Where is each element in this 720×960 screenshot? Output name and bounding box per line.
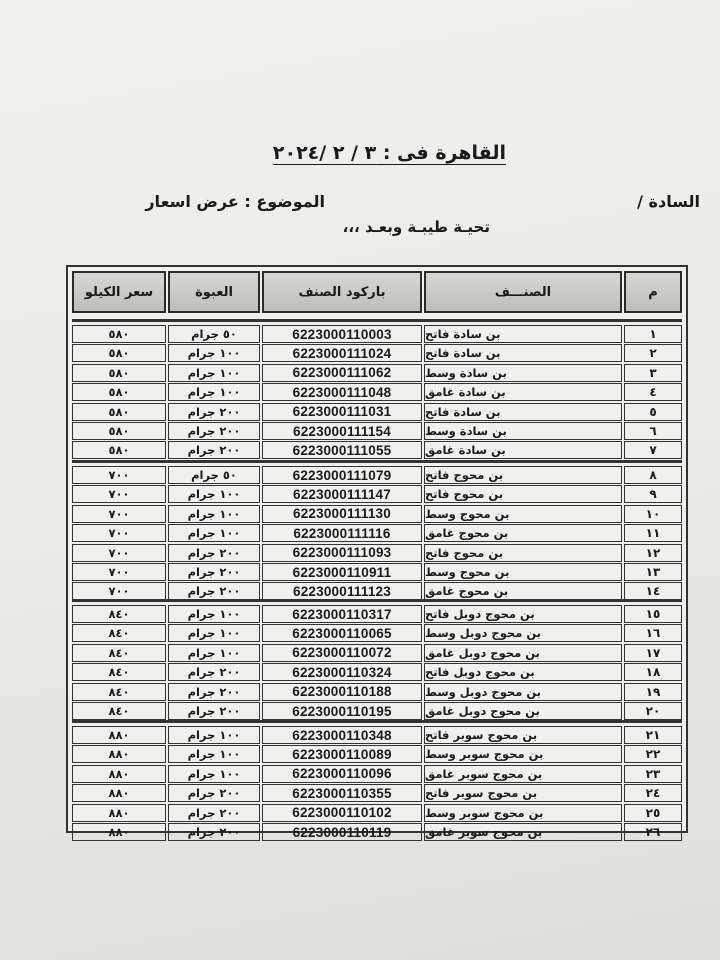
row-number-cell: ٣	[624, 364, 682, 382]
package-size-cell: ١٠٠ جرام	[168, 745, 260, 763]
package-size-cell: ٢٠٠ جرام	[168, 403, 260, 421]
price-per-kilo-cell: ٧٠٠	[72, 582, 166, 600]
package-size-cell: ١٠٠ جرام	[168, 624, 260, 642]
table-row	[72, 581, 682, 600]
price-per-kilo-cell: ٥٨٠	[72, 344, 166, 362]
table-row	[72, 421, 682, 440]
product-name-cell: بن محوج دوبل فاتح	[424, 605, 622, 623]
price-per-kilo-cell: ٨٨٠	[72, 784, 166, 802]
product-name-cell: بن محوج سوبر غامق	[424, 823, 622, 841]
product-barcode-cell: 6223000110119	[262, 823, 422, 841]
table-row	[72, 562, 682, 581]
row-number-cell: ٢١	[624, 726, 682, 744]
row-number-cell: ٦	[624, 422, 682, 440]
product-barcode-cell: 6223000111031	[262, 403, 422, 421]
product-barcode-cell: 6223000111024	[262, 344, 422, 362]
table-row	[72, 363, 682, 382]
product-barcode-cell: 6223000110317	[262, 605, 422, 623]
row-number-cell: ٢٦	[624, 823, 682, 841]
package-size-cell: ١٠٠ جرام	[168, 344, 260, 362]
row-number-cell: ١	[624, 325, 682, 343]
product-barcode-cell: 6223000110003	[262, 325, 422, 343]
price-per-kilo-cell: ٥٨٠	[72, 364, 166, 382]
product-barcode-cell: 6223000110355	[262, 784, 422, 802]
price-per-kilo-cell: ٨٤٠	[72, 663, 166, 681]
row-number-cell: ٢٣	[624, 765, 682, 783]
price-per-kilo-cell: ٧٠٠	[72, 544, 166, 562]
product-name-cell: بن محوج وسط	[424, 563, 622, 581]
package-size-cell: ١٠٠ جرام	[168, 505, 260, 523]
product-name-cell: بن محوج وسط	[424, 505, 622, 523]
product-name-cell: بن سادة وسط	[424, 364, 622, 382]
product-name-cell: بن محوج فاتح	[424, 544, 622, 562]
product-barcode-cell: 6223000110102	[262, 804, 422, 822]
product-name-cell: بن محوج سوبر غامق	[424, 765, 622, 783]
price-per-kilo-cell: ٧٠٠	[72, 505, 166, 523]
product-name-cell: بن محوج غامق	[424, 582, 622, 600]
row-number-cell: ١٩	[624, 683, 682, 701]
package-size-cell: ١٠٠ جرام	[168, 364, 260, 382]
package-size-cell: ٥٠ جرام	[168, 325, 260, 343]
row-number-cell: ١٨	[624, 663, 682, 681]
package-size-cell: ٥٠ جرام	[168, 466, 260, 484]
row-number-cell: ١٦	[624, 624, 682, 642]
price-per-kilo-cell: ٥٨٠	[72, 403, 166, 421]
row-number-cell: ١٤	[624, 582, 682, 600]
price-per-kilo-cell: ٨٨٠	[72, 804, 166, 822]
greeting-line: تحيـة طيبـة وبعـد ،،،	[342, 218, 490, 236]
table-row	[72, 465, 682, 484]
product-name-cell: بن محوج سوبر وسط	[424, 745, 622, 763]
table-row	[72, 484, 682, 503]
price-per-kilo-cell: ٨٨٠	[72, 823, 166, 841]
row-number-cell: ٨	[624, 466, 682, 484]
price-per-kilo-cell: ٨٤٠	[72, 683, 166, 701]
row-number-cell: ١٧	[624, 644, 682, 662]
product-name-cell: بن سادة غامق	[424, 383, 622, 401]
package-size-cell: ٢٠٠ جرام	[168, 422, 260, 440]
product-name-cell: بن سادة فاتح	[424, 403, 622, 421]
row-number-cell: ١٠	[624, 505, 682, 523]
package-size-cell: ٢٠٠ جرام	[168, 563, 260, 581]
column-header-num: م	[624, 271, 682, 313]
price-per-kilo-cell: ٨٤٠	[72, 624, 166, 642]
product-barcode-cell: 6223000111048	[262, 383, 422, 401]
package-size-cell: ٢٠٠ جرام	[168, 544, 260, 562]
row-number-cell: ٢٠	[624, 702, 682, 720]
product-barcode-cell: 6223000111093	[262, 544, 422, 562]
product-name-cell: بن محوج سوبر وسط	[424, 804, 622, 822]
column-header-name: الصنـــف	[424, 271, 622, 313]
price-per-kilo-cell: ٧٠٠	[72, 466, 166, 484]
product-name-cell: بن محوج فاتح	[424, 466, 622, 484]
row-number-cell: ١٥	[624, 605, 682, 623]
row-number-cell: ٢	[624, 344, 682, 362]
table-row	[72, 701, 682, 720]
table-row	[72, 440, 682, 459]
price-per-kilo-cell: ٥٨٠	[72, 383, 166, 401]
product-name-cell: بن محوج دوبل غامق	[424, 644, 622, 662]
package-size-cell: ١٠٠ جرام	[168, 485, 260, 503]
product-barcode-cell: 6223000111123	[262, 582, 422, 600]
product-name-cell: بن سادة فاتح	[424, 325, 622, 343]
column-header-barcode: باركود الصنف	[262, 271, 422, 313]
product-name-cell: بن محوج غامق	[424, 524, 622, 542]
product-name-cell: بن محوج دوبل فاتح	[424, 663, 622, 681]
price-per-kilo-cell: ٥٨٠	[72, 422, 166, 440]
product-barcode-cell: 6223000110065	[262, 624, 422, 642]
table-row	[72, 523, 682, 542]
table-row	[72, 543, 682, 562]
product-barcode-cell: 6223000111055	[262, 441, 422, 459]
row-number-cell: ٢٢	[624, 745, 682, 763]
table-row	[72, 604, 682, 623]
table-row	[72, 382, 682, 401]
table-row	[72, 803, 682, 822]
table-row	[72, 643, 682, 662]
price-per-kilo-cell: ٨٤٠	[72, 644, 166, 662]
row-number-cell: ١١	[624, 524, 682, 542]
product-name-cell: بن محوج دوبل غامق	[424, 702, 622, 720]
group-separator	[72, 599, 682, 602]
addressee-line: السادة /	[637, 192, 700, 211]
table-row	[72, 343, 682, 362]
price-table	[66, 265, 688, 840]
row-number-cell: ١٣	[624, 563, 682, 581]
table-header-row	[72, 271, 682, 315]
product-name-cell: بن محوج دوبل وسط	[424, 624, 622, 642]
table-row	[72, 725, 682, 744]
product-barcode-cell: 6223000110195	[262, 702, 422, 720]
package-size-cell: ١٠٠ جرام	[168, 605, 260, 623]
price-per-kilo-cell: ٧٠٠	[72, 485, 166, 503]
package-size-cell: ٢٠٠ جرام	[168, 804, 260, 822]
column-header-price: سعر الكيلو	[72, 271, 166, 313]
row-number-cell: ٥	[624, 403, 682, 421]
package-size-cell: ٢٠٠ جرام	[168, 663, 260, 681]
product-barcode-cell: 6223000110089	[262, 745, 422, 763]
product-barcode-cell: 6223000110072	[262, 644, 422, 662]
package-size-cell: ٢٠٠ جرام	[168, 683, 260, 701]
table-row	[72, 662, 682, 681]
subject-line: الموضوع : عرض اسعار	[145, 192, 325, 211]
package-size-cell: ٢٠٠ جرام	[168, 784, 260, 802]
product-barcode-cell: 6223000111130	[262, 505, 422, 523]
package-size-cell: ١٠٠ جرام	[168, 765, 260, 783]
product-barcode-cell: 6223000110188	[262, 683, 422, 701]
table-row	[72, 504, 682, 523]
row-number-cell: ٧	[624, 441, 682, 459]
package-size-cell: ١٠٠ جرام	[168, 383, 260, 401]
table-row	[72, 783, 682, 802]
product-name-cell: بن سادة غامق	[424, 441, 622, 459]
product-name-cell: بن سادة وسط	[424, 422, 622, 440]
product-name-cell: بن محوج سوبر فاتح	[424, 726, 622, 744]
price-per-kilo-cell: ٨٤٠	[72, 702, 166, 720]
price-per-kilo-cell: ٨٨٠	[72, 745, 166, 763]
price-per-kilo-cell: ٥٨٠	[72, 441, 166, 459]
product-barcode-cell: 6223000110348	[262, 726, 422, 744]
row-number-cell: ١٢	[624, 544, 682, 562]
package-size-cell: ٢٠٠ جرام	[168, 823, 260, 841]
table-row	[72, 324, 682, 343]
product-name-cell: بن محوج دوبل وسط	[424, 683, 622, 701]
package-size-cell: ١٠٠ جرام	[168, 726, 260, 744]
price-per-kilo-cell: ٨٨٠	[72, 726, 166, 744]
table-body	[72, 319, 682, 840]
product-barcode-cell: 6223000111147	[262, 485, 422, 503]
price-per-kilo-cell: ٨٨٠	[72, 765, 166, 783]
row-number-cell: ٤	[624, 383, 682, 401]
table-row	[72, 402, 682, 421]
package-size-cell: ١٠٠ جرام	[168, 644, 260, 662]
table-row	[72, 682, 682, 701]
package-size-cell: ٢٠٠ جرام	[168, 441, 260, 459]
city-date-line: القاهرة فى : ٣ / ٢ /٢٠٢٤	[272, 142, 506, 164]
table-row	[72, 764, 682, 783]
package-size-cell: ١٠٠ جرام	[168, 524, 260, 542]
column-header-pack: العبوة	[168, 271, 260, 313]
row-number-cell: ٢٥	[624, 804, 682, 822]
group-separator	[72, 720, 682, 723]
product-name-cell: بن محوج سوبر فاتح	[424, 784, 622, 802]
price-per-kilo-cell: ٧٠٠	[72, 563, 166, 581]
product-barcode-cell: 6223000111116	[262, 524, 422, 542]
price-per-kilo-cell: ٨٤٠	[72, 605, 166, 623]
product-barcode-cell: 6223000110324	[262, 663, 422, 681]
table-row	[72, 822, 682, 841]
product-name-cell: بن محوج فاتح	[424, 485, 622, 503]
table-row	[72, 623, 682, 642]
product-barcode-cell: 6223000111079	[262, 466, 422, 484]
product-barcode-cell: 6223000111154	[262, 422, 422, 440]
product-name-cell: بن سادة فاتح	[424, 344, 622, 362]
package-size-cell: ٢٠٠ جرام	[168, 702, 260, 720]
package-size-cell: ٢٠٠ جرام	[168, 582, 260, 600]
price-per-kilo-cell: ٥٨٠	[72, 325, 166, 343]
row-number-cell: ٩	[624, 485, 682, 503]
row-number-cell: ٢٤	[624, 784, 682, 802]
product-barcode-cell: 6223000111062	[262, 364, 422, 382]
product-barcode-cell: 6223000110911	[262, 563, 422, 581]
group-separator	[72, 460, 682, 463]
product-barcode-cell: 6223000110096	[262, 765, 422, 783]
price-per-kilo-cell: ٧٠٠	[72, 524, 166, 542]
table-row	[72, 744, 682, 763]
